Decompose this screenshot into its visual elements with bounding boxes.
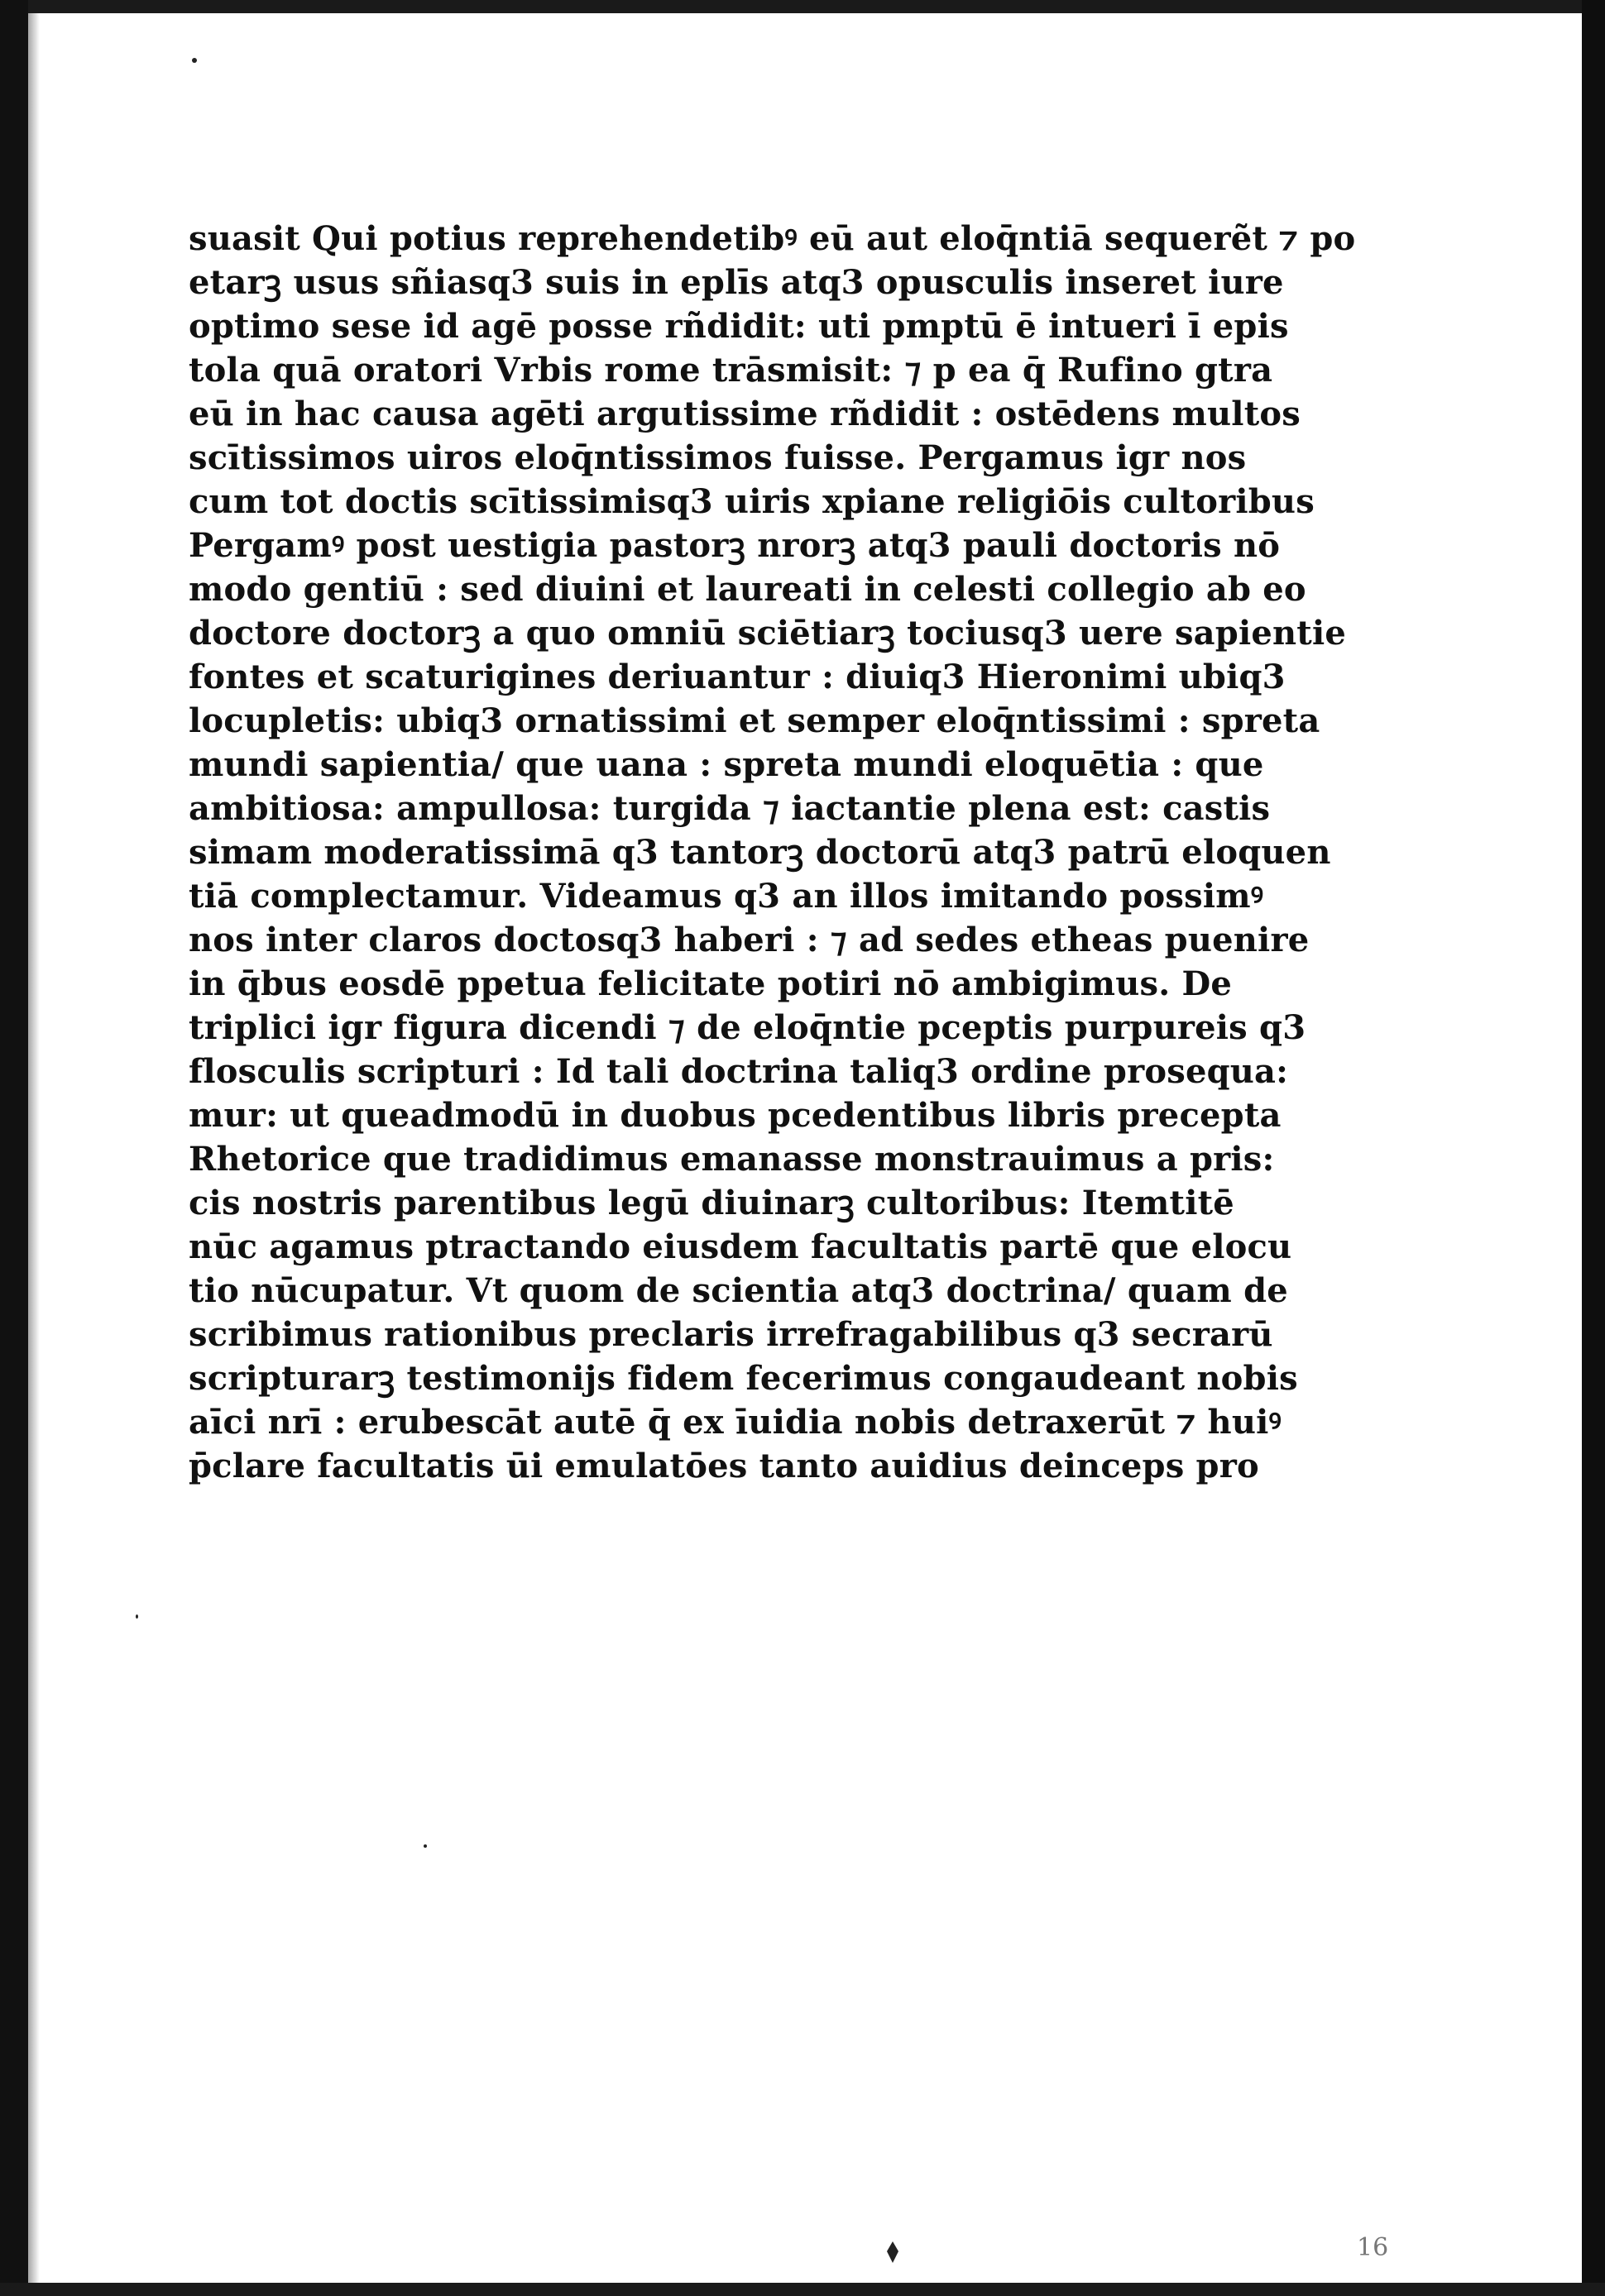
text-line: p̄clare facultatis ūi emulatōes tanto auidius deinceps pro — [189, 1447, 1259, 1485]
text-line: aīci nrī : erubescāt autē q̄ ex īuidia nobis detraxerūt ⁊ huiꝰ — [189, 1403, 1282, 1442]
text-line: cum tot doctis scītissimisq3 uiris xpiane religiōis cultoribus — [189, 482, 1315, 521]
text-line: mur: ut queadmodū in duobus pcedentibus libris precepta — [189, 1096, 1282, 1135]
text-line: in q̄bus eosdē ppetua felicitate potiri nō ambigimus. De — [189, 964, 1232, 1003]
text-line: doctore doctorꝫ a quo omniū sciētiarꝫ tociusq3 uere sapientie — [189, 614, 1347, 653]
text-line: ambitiosa: ampullosa: turgida ⁊ iactantie plena est: castis — [189, 789, 1271, 828]
text-line: Rhetorice que tradidimus emanasse monstrauimus a pris: — [189, 1140, 1275, 1179]
text-line: triplici igr figura dicendi ⁊ de eloq̄ntie pceptis purpureis q3 — [189, 1008, 1306, 1047]
ink-speck — [136, 1614, 138, 1619]
scan-edge-left — [0, 0, 28, 2296]
text-line: cis nostris parentibus legū diuinarꝫ cultoribus: Itemtitē — [189, 1184, 1234, 1222]
text-line: etarꝫ usus sñiasq3 suis in eplīs atq3 opusculis inseret iure — [189, 263, 1284, 302]
text-line: tio nūcupatur. Vt quom de scientia atq3 doctrina/ quam de — [189, 1271, 1288, 1310]
ink-speck — [192, 58, 197, 63]
text-line: optimo sese id agē posse rñdidit: uti pmptū ē intueri ī epis — [189, 307, 1289, 346]
scan-edge-right — [1582, 0, 1605, 2296]
text-line: nos inter claros doctosq3 haberi : ⁊ ad sedes etheas puenire — [189, 921, 1310, 959]
text-line: modo gentiū : sed diuini et laureati in celesti collegio ab eo — [189, 570, 1306, 609]
text-line: locupletis: ubiq3 ornatissimi et semper eloq̄ntissimi : spreta — [189, 701, 1320, 740]
page-gutter-shadow — [28, 13, 40, 2283]
scan-edge-top — [0, 0, 1605, 13]
text-line: scītissimos uiros eloq̄ntissimos fuisse. Pergamus igr nos — [189, 438, 1247, 477]
text-line: flosculis scripturi : Id tali doctrina taliq3 ordine prosequa: — [189, 1052, 1289, 1091]
scan-edge-bottom — [0, 2283, 1605, 2296]
text-line: fontes et scaturigines deriuantur : diuiq3 Hieronimi ubiq3 — [189, 658, 1286, 696]
text-line: tiā complectamur. Videamus q3 an illos imitando possimꝰ — [189, 877, 1264, 916]
binding-mark-icon — [884, 2240, 902, 2265]
text-line: tola quā oratori Vrbis rome trāsmisit: ⁊ p ea q̄ Rufino gtra — [189, 351, 1273, 390]
text-line: Pergamꝰ post uestigia pastorꝫ nrorꝫ atq3 pauli doctoris nō — [189, 526, 1281, 565]
text-line: nūc agamus ptractando eiusdem facultatis partē que elocu — [189, 1227, 1292, 1266]
text-column — [189, 217, 1356, 1488]
text-line: eū in hac causa agēti argutissime rñdidit : ostēdens multos — [189, 395, 1301, 433]
ink-speck — [424, 1844, 427, 1848]
folio-number: 16 — [1357, 2233, 1389, 2262]
text-line: scripturarꝫ testimonijs fidem fecerimus congaudeant nobis — [189, 1359, 1298, 1398]
text-line: simam moderatissimā q3 tantorꝫ doctorū atq3 patrū eloquen — [189, 833, 1331, 872]
text-line: mundi sapientia/ que uana : spreta mundi eloquētia : que — [189, 745, 1264, 784]
text-line: suasit Qui potius reprehendetibꝰ eū aut eloq̄ntiā sequerẽt ⁊ po — [189, 219, 1356, 258]
text-line: scribimus rationibus preclaris irrefragabilibus q3 secrarū — [189, 1315, 1273, 1354]
